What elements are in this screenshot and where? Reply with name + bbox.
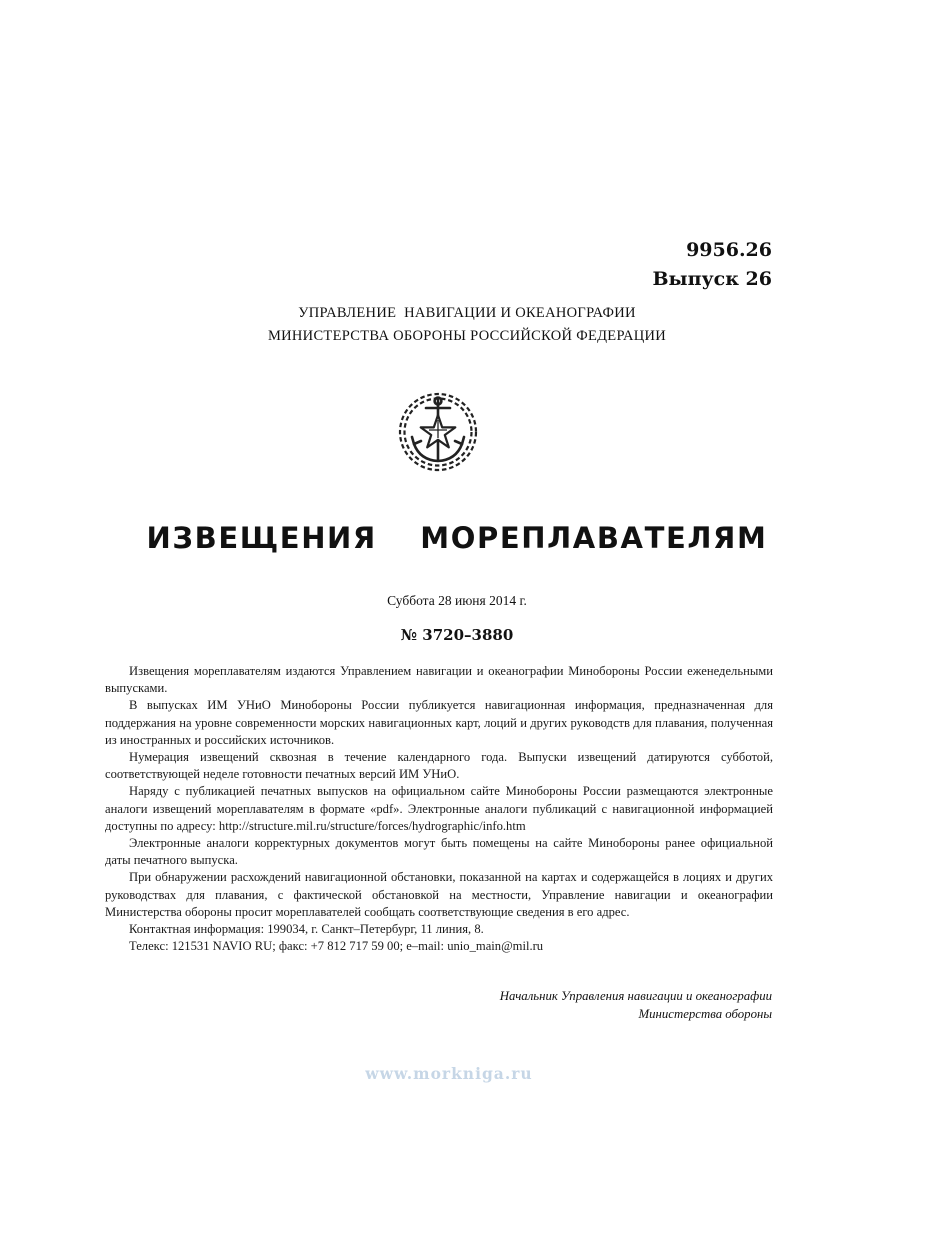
- signature-line-2: Министерства обороны: [638, 1006, 772, 1021]
- notice-range: № 3720–3880: [400, 626, 514, 644]
- paragraph-discrepancies: При обнаружении расхождений навигационной обстановки, показанной на картах и содержащейся в лоциях и других руководствах для плавания, с фактической обстановкой на местности, Управление навигации и океанографии Министерства обороны просит мореплавателей сообщать соответствующие сведения в его адрес.: [105, 870, 773, 919]
- issue-label: Выпуск 26: [652, 268, 772, 290]
- body-text: [105, 663, 773, 955]
- paragraph-content: В выпусках ИМ УНиО Минобороны России публикуется навигационная информация, предназначенная для поддержания на уровне современности морских навигационных карт, лоций и других руководств для плавания, полученная из иностранных и российских источников.: [105, 698, 773, 747]
- paragraph-early-release: Электронные аналоги корректурных документов могут быть помещены на сайте Минобороны ранее официальной даты печатного выпуска.: [105, 836, 773, 868]
- document-number: 9956.26: [686, 239, 772, 261]
- paragraph-electronic: Наряду с публикацией печатных выпусков на официальном сайте Минобороны России размещаются электронные аналоги извещений мореплавателям в формате «pdf». Электронные аналоги публикаций с навигационной информацией доступны по адресу: http://structure.mil.ru/structure/forces/hydrographic/info.htm: [105, 784, 773, 833]
- signature-line-1: Начальник Управления навигации и океанографии: [499, 989, 772, 1003]
- watermark: www.morkniga.ru: [365, 1064, 533, 1083]
- organization-line-1: УПРАВЛЕНИЕ НАВИГАЦИИ И ОКЕАНОГРАФИИ: [298, 305, 636, 321]
- organization-header: [0, 302, 948, 348]
- paragraph-publication: Извещения мореплавателям издаются Управлением навигации и океанографии Минобороны России еженедельными выпусками.: [105, 664, 773, 696]
- issue-date: Суббота 28 июня 2014 г.: [387, 593, 527, 608]
- signature-block: [500, 988, 772, 1023]
- document-number-block: [652, 236, 772, 294]
- paragraph-numbering: Нумерация извещений сквозная в течение календарного года. Выпуски извещений датируются субботой, соответствующей неделе готовности печатных версий ИМ УНиО.: [105, 750, 773, 782]
- paragraph-contact-telex: Телекс: 121531 NAVIO RU; факс: +7 812 717 59 00; e–mail: unio_main@mil.ru: [129, 939, 544, 954]
- paragraph-contact-address: Контактная информация: 199034, г. Санкт–Петербург, 11 линия, 8.: [129, 922, 484, 937]
- organization-line-2: МИНИСТЕРСТВА ОБОРОНЫ РОССИЙСКОЙ ФЕДЕРАЦИИ: [267, 328, 667, 344]
- navy-anchor-star-emblem-icon: [396, 390, 480, 474]
- main-title: ИЗВЕЩЕНИЯ МОРЕПЛАВАТЕЛЯМ: [146, 521, 768, 555]
